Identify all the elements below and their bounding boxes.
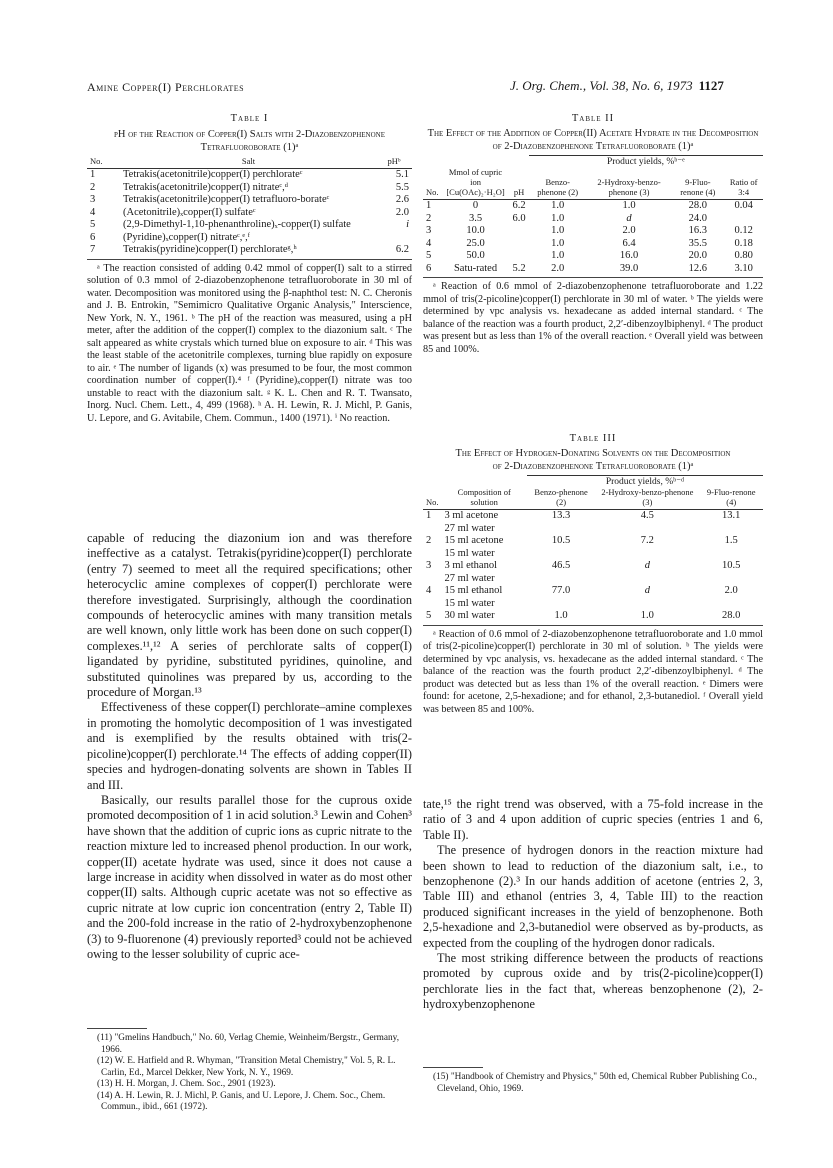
table-3-span-header-text: Product yields, %ᵇ⁻ᵈ <box>605 477 685 487</box>
table-3-bottom-rule <box>423 625 763 626</box>
table-cell: 16.0 <box>619 250 639 261</box>
table-cell: 13.3 <box>551 510 571 521</box>
table-1-bottom-rule <box>87 259 412 260</box>
table-cell: Tetrakis(acetonitrile)copper(I) perchlorateᶜ <box>123 169 303 180</box>
table-cell <box>376 232 412 245</box>
table-cell: 1.0 <box>551 212 565 224</box>
table-cell: d <box>644 560 650 571</box>
body-paragraph: The presence of hydrogen donors in the reaction mixture had been shown to lead to reduction of the diazonium salt, i.e., to benzophenone (2).³ In our hands addition of acetone (entries 2, 3, Table III) and ethanol (entries 3, 4, Table III) to the reaction produced significant increases in the yield of benzophenone. Both 2,5-hexadione and 2,3-butanediol were observed as by-products, as expected from the coupling of the hydrogen donor radicals. <box>423 843 763 950</box>
table-cell: d <box>626 212 632 224</box>
table-row <box>423 610 763 623</box>
table-cell: Tetrakis(acetonitrile)copper(I) tetrafluoro-borateᶜ <box>123 194 330 205</box>
table-cell: 15 ml ethanol 15 ml water <box>444 585 503 609</box>
table-3-span-header <box>527 476 763 488</box>
table-cell: 6 <box>90 231 96 243</box>
table-row <box>423 510 763 536</box>
table-2-column-header: pH <box>513 187 525 197</box>
table-2-caption <box>423 112 763 153</box>
table-cell: 1.5 <box>724 535 738 546</box>
table-2-column-header: Mmol of cupric ion [Cu(OAc)₂·H₂O] <box>446 167 505 197</box>
table-row <box>423 200 763 213</box>
table-cell <box>724 213 763 226</box>
table-cell: 3 ml ethanol 27 ml water <box>444 560 498 584</box>
table-cell: 2.0 <box>622 225 636 236</box>
table-cell: 1.0 <box>551 225 565 236</box>
table-cell <box>510 238 529 251</box>
table-cell: 77.0 <box>551 585 571 596</box>
table-cell: 10.5 <box>551 535 571 546</box>
table-cell: 1 <box>426 510 432 521</box>
table-3-body <box>423 510 763 623</box>
running-header-left: Amine Copper(I) Perchlorates <box>87 80 245 94</box>
table-1 <box>87 112 412 425</box>
table-cell: 15 ml acetone 15 ml water <box>444 535 504 559</box>
table-row <box>87 219 412 232</box>
table-row <box>423 560 763 585</box>
table-cell <box>510 250 529 263</box>
right-references <box>423 1072 763 1095</box>
table-cell: 0.18 <box>734 237 753 249</box>
table-cell: 25.0 <box>466 237 485 249</box>
table-cell: 5.1 <box>395 169 409 180</box>
table-cell: 6 <box>426 262 432 274</box>
table-cell: 3 <box>426 225 432 236</box>
table-1-caption <box>87 112 412 154</box>
table-cell: 20.0 <box>688 250 707 261</box>
table-1-title: pH of the Reaction of Copper(I) Salts with 2-Diazobenzophenone Tetrafluoroborate (1)ᵃ <box>114 129 385 153</box>
table-cell: 4 <box>90 206 96 218</box>
table-row <box>87 244 412 257</box>
table-row <box>423 263 763 276</box>
table-cell: 35.5 <box>688 237 707 249</box>
footnote-separator <box>87 1028 147 1029</box>
table-2-title: The Effect of the Addition of Copper(II) Acetate Hydrate in the Decomposition of 2-Diazobenzophenone Tetrafluoroborate (1)ᵃ <box>427 128 759 152</box>
table-row <box>87 207 412 220</box>
table-3-column-header: 2-Hydroxy-benzo-phenone (3) <box>601 487 694 507</box>
table-cell: 4 <box>426 585 432 596</box>
table-cell: d <box>644 585 650 596</box>
table-cell: 6.0 <box>512 212 526 224</box>
table-cell: 3 ml acetone 27 ml water <box>444 510 499 534</box>
reference-item: (12) W. E. Hatfield and R. Whyman, "Transition Metal Chemistry," Vol. 5, R. L. Carlin, Ed., Marcel Dekker, New York, N. Y., 1969. <box>97 1056 396 1078</box>
table-cell: 2.6 <box>395 194 409 205</box>
table-cell: 30 ml water <box>444 610 495 621</box>
journal-citation: J. Org. Chem., Vol. 38, No. 6, 1973 <box>510 78 693 93</box>
table-2-column-header: 2-Hydroxy-benzo-phenone (3) <box>597 177 661 197</box>
table-2-column-header: 9-Fluo-renone (4) <box>680 177 716 197</box>
table-cell: 10.0 <box>466 225 485 236</box>
body-paragraph: Effectiveness of these copper(I) perchlorate–amine complexes in promoting the homolytic decomposition of 1 was investigated and is exemplified by the results obtained with tris(2-picoline)copper(I) perchlorate.¹⁴ The effects of adding copper(II) species and hydrogen-donating solvents are shown in Tables II and III. <box>87 700 412 792</box>
reference-item: (13) H. H. Morgan, J. Chem. Soc., 2901 (1923). <box>97 1079 276 1089</box>
table-cell: 2.0 <box>724 585 738 596</box>
table-cell: 50.0 <box>466 250 485 261</box>
table-cell: 13.1 <box>722 510 741 521</box>
table-2 <box>423 112 763 356</box>
table-cell: 1.0 <box>551 237 565 249</box>
table-cell: (Pyridine)ₓcopper(I) nitrateᶜ,ᵉ,ᶠ <box>123 231 250 243</box>
table-cell: 39.0 <box>619 262 639 274</box>
table-cell: 6.2 <box>395 244 409 255</box>
table-cell: 5 <box>90 219 96 230</box>
body-paragraph: Basically, our results parallel those for the cuprous oxide promoted decomposition of 1 in acid solution.³ Lewin and Cohen³ have shown that the addition of cupric ions as cupric nitrate to the reaction mixture led to increased phenol production. In our work, copper(II) acetate hydrate was used, since it does not cause a large increase in acidity when dissolved in water as do most other copper(II) salts. Although cupric acetate was not so effective as cupric nitrate at low cupric ion concentration (entry 2, Table II) and the 200-fold increase in the ratio of 2-hydroxybenzophenone (3) to 9-fluorenone (4) previously reported³ could not be achieved owing to the lesser solubility of cupric ace- <box>87 792 412 961</box>
table-cell: (Acetonitrile)ₓcopper(I) sulfateᶜ <box>123 206 256 218</box>
table-cell: Satu-rated <box>453 262 498 274</box>
table-2-column-header: No. <box>426 187 439 197</box>
table-cell: 2 <box>426 212 432 224</box>
table-2-column-header: Benzo-phenone (2) <box>537 177 579 197</box>
table-cell: 1.0 <box>554 610 568 621</box>
table-row <box>423 585 763 610</box>
table-1-label: Table I <box>230 113 269 124</box>
table-cell: 10.5 <box>722 560 741 571</box>
table-cell: 2 <box>90 181 96 193</box>
reference-item: (11) "Gmelins Handbuch," No. 60, Verlag Chemie, Weinheim/Bergstr., Germany, 1966. <box>97 1033 400 1055</box>
table-cell: 46.5 <box>551 560 571 571</box>
table-cell: 4 <box>426 237 432 249</box>
table-1-footnotes: ᵃ The reaction consisted of adding 0.42 mmol of copper(I) salt to a stirred solution of 0.3 mmol of 2-diazobenzophenone tetrafluoroborate in 30 ml of water. Decomposition was monitored using the β-naphthol test: N. C. Cheronis and J. B. Entrokin, "Semimicro Qualitative Organic Analysis," Interscience, New York, N. Y., 1961. ᵇ The pH of the reaction was measured, using a pH meter, after the addition of the copper(I) complex to the diazonium salt. ᶜ The salt appeared as white crystals which turned blue on exposure to air. ᵈ This was the least stable of the acetonitrile complexes, turning blue rapidly on exposure to air. ᵉ The number of ligands (x) was presumed to be four, the most common coordination number of copper(I).⁴ ᶠ (Pyridine)ₓcopper(I) nitrate was too unstable to react with the diazonium salt. ᵍ K. L. Chen and R. T. Twansato, Inorg. Nucl. Chem. Lett., 4, 499 (1968). ʰ A. H. Lewin, R. J. Michl, P. Ganis, U. Lepore, and G. Avitabile, Chem. Commun., 1400 (1971). ⁱ No reaction. <box>87 262 412 424</box>
table-row <box>87 194 412 207</box>
table-cell: 1 <box>90 169 96 180</box>
table-cell: 3.5 <box>468 212 483 224</box>
table-cell: 5 <box>426 250 432 261</box>
table-cell: Tetrakis(pyridine)copper(I) perchlorateᵍ,ʰ <box>123 244 297 255</box>
table-cell: 3 <box>426 560 432 571</box>
table-cell: 16.3 <box>688 225 707 236</box>
table-cell: 2.0 <box>551 262 565 274</box>
table-cell: 2 <box>426 535 432 546</box>
table-cell: 1 <box>426 200 432 211</box>
table-cell: 5.2 <box>512 262 526 274</box>
table-row <box>87 169 412 182</box>
table-cell: 24.0 <box>688 212 707 224</box>
table-row <box>423 213 763 226</box>
table-cell: 6.2 <box>512 200 526 211</box>
right-column-body <box>423 797 763 1013</box>
table-cell: 12.6 <box>688 262 707 274</box>
table-row <box>423 250 763 263</box>
table-2-column-header: Ratio of 3:4 <box>729 177 758 197</box>
table-3-title: The Effect of Hydrogen-Donating Solvents on the Decomposition of 2-Diazobenzophenone Tetrafluoroborate (1)ᵃ <box>455 448 731 472</box>
table-3-caption <box>423 432 763 473</box>
running-header-right <box>510 78 724 94</box>
table-2-grid <box>423 155 763 275</box>
body-paragraph: capable of reducing the diazonium ion and was therefore ineffective as a catalyst. Tetrakis(pyridine)copper(I) perchlorate (entry 7) seemed to meet all the required specifications; other heterocyclic amine complexes of copper(I) perchlorate were therefore investigated. Surprisingly, although the coordination compounds of heterocyclic amines with many transition metals are well known, only little work has been done on such copper(I) complexes.¹¹,¹² A series of perchlorate salts of copper(I) ligandated by pyridine, substituted pyridines, quinoline, and substituted quinolines was prepared by us, according to the procedure of Morgan.¹³ <box>87 531 412 700</box>
table-1-header-ph: pHᵇ <box>387 156 401 166</box>
table-cell: Tetrakis(acetonitrile)copper(I) nitrateᶜ,ᵈ <box>123 181 288 193</box>
table-3-grid <box>423 475 763 623</box>
table-cell: 1.0 <box>640 610 654 621</box>
table-2-bottom-rule <box>423 277 763 278</box>
table-cell: 0.12 <box>734 225 753 236</box>
table-3-column-header: No. <box>426 497 439 507</box>
table-cell: 7.2 <box>640 535 654 546</box>
table-cell <box>510 225 529 238</box>
table-2-body <box>423 200 763 276</box>
body-paragraph: tate,¹⁵ the right trend was observed, with a 75-fold increase in the ratio of 3 and 4 upon addition of cupric species (entries 1 and 6, Table II). <box>423 797 763 842</box>
table-cell: 0 <box>472 200 479 211</box>
table-cell: 0.80 <box>734 250 753 261</box>
table-cell: (2,9-Dimethyl-1,10-phenanthroline)ₓ-copper(I) sulfate <box>123 219 351 230</box>
table-1-body <box>87 169 412 257</box>
reference-item: (14) A. H. Lewin, R. J. Michl, P. Ganis, and U. Lepore, J. Chem. Soc., Chem. Commun., ibid., 661 (1972). <box>97 1090 386 1112</box>
table-cell: 0.04 <box>734 200 753 211</box>
table-cell: 3 <box>90 194 96 205</box>
table-3 <box>423 432 763 716</box>
table-3-column-header: Benzo-phenone (2) <box>534 487 588 507</box>
table-cell: 28.0 <box>722 610 741 621</box>
table-2-label: Table II <box>571 113 615 124</box>
table-row <box>423 238 763 251</box>
table-3-label: Table III <box>569 433 617 444</box>
table-cell: 5 <box>426 610 432 621</box>
table-3-column-header: 9-Fluo-renone (4) <box>706 487 756 507</box>
table-row <box>87 232 412 245</box>
table-1-grid <box>87 156 412 257</box>
reference-item: (15) "Handbook of Chemistry and Physics," 50th ed, Chemical Rubber Publishing Co., Cleveland, Ohio, 1969. <box>433 1072 757 1094</box>
table-row <box>423 535 763 560</box>
table-2-span-header-text: Product yields, %ᵇ⁻ᵉ <box>606 157 685 167</box>
body-paragraph: The most striking difference between the products of reactions promoted by cuprous oxide and by tris(2-picoline)copper(I) perchlorate lies in the fact that, whereas benzophenone (2), 2-hydroxybenzophenone <box>423 951 763 1012</box>
left-column-body <box>87 531 412 962</box>
table-row <box>423 225 763 238</box>
footnote-separator <box>423 1067 483 1068</box>
table-cell: 1.0 <box>551 200 565 211</box>
table-2-footnotes: ᵃ Reaction of 0.6 mmol of 2-diazobenzophenone tetrafluoroborate and 1.22 mmol of tris(2-picoline)copper(I) perchlorate in 30 ml of water. ᵇ The yields were determined by vpc analysis vs. hexadecane as added internal standard. ᶜ The balance of the reaction was a fourth product, 2,2′-dibenzoylbiphenyl. ᵈ The product was present but as less than 1% of the overall reaction. ᵉ Overall yield was between 85 and 100%. <box>423 281 763 355</box>
table-cell: 7 <box>90 244 96 255</box>
table-cell: 2.0 <box>395 206 409 218</box>
table-3-footnotes: ᵃ Reaction of 0.6 mmol of 2-diazobenzophenone tetrafluoroborate and 1.0 mmol of tris(2-picoline)copper(I) perchlorate in 30 ml of solution. ᵇ The yields were determined by vpc analysis, vs. hexadecane as the added internal standard. ᶜ The balance of the reaction was the fourth product 2,2′-dibenzoylbiphenyl. ᵈ The product was detected but as less than 1% of the overall reaction. ᵉ Dimers were found: for acetone, 2,5-hexadione; and for ethanol, 2,3-butanediol. ᶠ Overall yield was between 85 and 100%. <box>423 628 763 715</box>
table-1-header-salt: Salt <box>241 156 256 166</box>
table-cell: 4.5 <box>640 510 654 521</box>
table-1-header-no: No. <box>90 156 103 166</box>
table-cell: 3.10 <box>734 262 753 274</box>
left-references <box>87 1033 412 1114</box>
table-cell: 5.5 <box>395 181 409 193</box>
table-3-column-header: Composition of solution <box>457 487 511 507</box>
table-row <box>87 182 412 195</box>
table-cell: 1.0 <box>551 250 565 261</box>
table-2-span-header <box>529 156 763 168</box>
page-number: 1127 <box>698 78 724 93</box>
table-cell: 6.4 <box>622 237 636 249</box>
table-cell: 28.0 <box>688 200 707 211</box>
table-cell: 1.0 <box>622 200 636 211</box>
table-cell: i <box>406 219 409 230</box>
